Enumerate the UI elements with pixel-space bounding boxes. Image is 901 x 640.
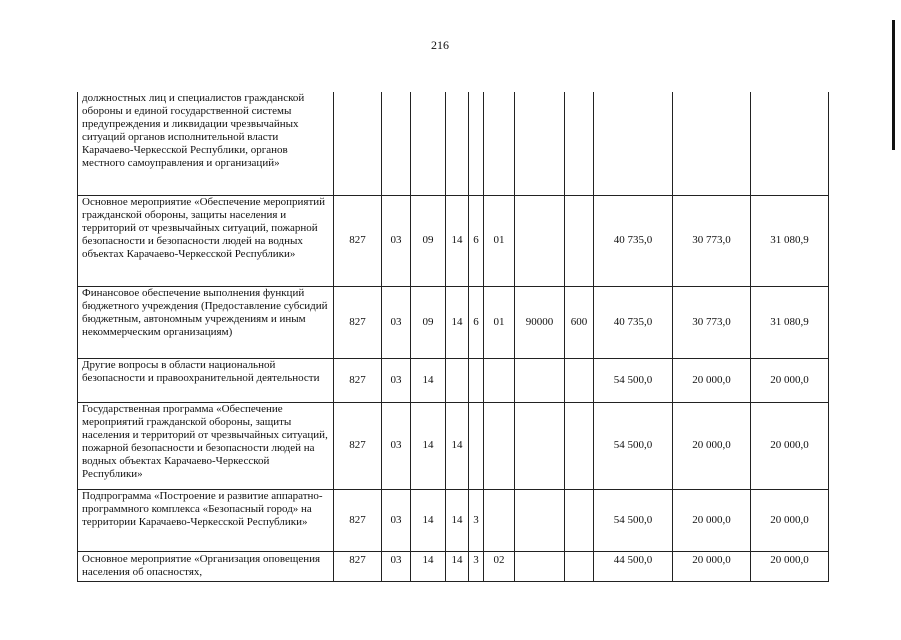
cell-sum-1: 44 500,0: [594, 551, 673, 581]
cell-event: 01: [484, 195, 515, 286]
cell-direction: [515, 358, 565, 402]
cell-sum-3: 20 000,0: [751, 551, 829, 581]
cell-ministry: 827: [334, 489, 382, 551]
scan-edge-mark: [892, 20, 895, 150]
cell-sum-1: 54 500,0: [594, 358, 673, 402]
cell-subprogram: [469, 92, 484, 195]
cell-section: 03: [382, 286, 411, 358]
cell-expense-type: [565, 489, 594, 551]
page-number: 216: [431, 38, 449, 52]
cell-section: 03: [382, 195, 411, 286]
cell-sum-2: 20 000,0: [673, 551, 751, 581]
cell-subprogram: 3: [469, 551, 484, 581]
cell-subsection: 09: [411, 286, 446, 358]
cell-subsection: 14: [411, 402, 446, 489]
cell-ministry: 827: [334, 286, 382, 358]
cell-ministry: 827: [334, 402, 382, 489]
cell-expense-type: [565, 92, 594, 195]
cell-subsection: 14: [411, 358, 446, 402]
cell-subprogram: [469, 358, 484, 402]
cell-sum-3: 31 080,9: [751, 195, 829, 286]
table-row: [78, 286, 829, 358]
cell-expense-type: [565, 195, 594, 286]
row-name: Другие вопросы в области национальной безопасности и правоохранительной деятельности: [78, 358, 334, 402]
row-name: Подпрограмма «Построение и развитие аппаратно-программного комплекса «Безопасный город» на территории Карачаево-Черкесской Республики»: [78, 489, 334, 551]
row-name: Основное мероприятие «Организация оповещения населения об опасностях,: [78, 551, 334, 581]
cell-ministry: 827: [334, 551, 382, 581]
cell-sum-2: 20 000,0: [673, 402, 751, 489]
cell-section: [382, 92, 411, 195]
cell-section: 03: [382, 402, 411, 489]
cell-section: 03: [382, 551, 411, 581]
cell-section: 03: [382, 358, 411, 402]
cell-subsection: [411, 92, 446, 195]
cell-sum-1: 54 500,0: [594, 489, 673, 551]
cell-sum-1: 54 500,0: [594, 402, 673, 489]
table-row: [78, 402, 829, 489]
cell-expense-type: [565, 402, 594, 489]
cell-expense-type: 600: [565, 286, 594, 358]
cell-event: [484, 358, 515, 402]
table-row: [78, 489, 829, 551]
budget-table: [77, 92, 829, 582]
cell-subsection: 14: [411, 489, 446, 551]
table-row: [78, 195, 829, 286]
cell-expense-type: [565, 358, 594, 402]
table-row: [78, 92, 829, 195]
cell-program: 14: [446, 551, 469, 581]
cell-program: 14: [446, 286, 469, 358]
row-name: Государственная программа «Обеспечение мероприятий гражданской обороны, защиты населения и территорий от чрезвычайных ситуаций, пожарной безопасности и безопасности людей на водных объектах Карачаево-Черкесской Республики»: [78, 402, 334, 489]
cell-direction: [515, 195, 565, 286]
cell-direction: 90000: [515, 286, 565, 358]
cell-subprogram: 6: [469, 195, 484, 286]
cell-program: [446, 358, 469, 402]
cell-subprogram: 3: [469, 489, 484, 551]
cell-program: [446, 92, 469, 195]
cell-program: 14: [446, 489, 469, 551]
cell-event: 02: [484, 551, 515, 581]
cell-subprogram: [469, 402, 484, 489]
cell-program: 14: [446, 195, 469, 286]
cell-direction: [515, 551, 565, 581]
cell-event: 01: [484, 286, 515, 358]
cell-section: 03: [382, 489, 411, 551]
cell-sum-2: 20 000,0: [673, 358, 751, 402]
cell-sum-2: [673, 92, 751, 195]
cell-subsection: 14: [411, 551, 446, 581]
cell-subsection: 09: [411, 195, 446, 286]
table-row: [78, 358, 829, 402]
cell-sum-1: [594, 92, 673, 195]
cell-sum-3: 31 080,9: [751, 286, 829, 358]
cell-program: 14: [446, 402, 469, 489]
cell-sum-1: 40 735,0: [594, 286, 673, 358]
cell-sum-2: 20 000,0: [673, 489, 751, 551]
cell-sum-2: 30 773,0: [673, 195, 751, 286]
cell-subprogram: 6: [469, 286, 484, 358]
cell-sum-3: 20 000,0: [751, 489, 829, 551]
cell-event: [484, 92, 515, 195]
cell-sum-2: 30 773,0: [673, 286, 751, 358]
cell-direction: [515, 92, 565, 195]
cell-sum-3: [751, 92, 829, 195]
cell-expense-type: [565, 551, 594, 581]
cell-event: [484, 402, 515, 489]
cell-sum-1: 40 735,0: [594, 195, 673, 286]
cell-direction: [515, 402, 565, 489]
cell-ministry: [334, 92, 382, 195]
cell-event: [484, 489, 515, 551]
row-name: Финансовое обеспечение выполнения функций бюджетного учреждения (Предоставление субсидий бюджетным, автономным учреждениям и иным некоммерческим организациям): [78, 286, 334, 358]
cell-sum-3: 20 000,0: [751, 358, 829, 402]
cell-sum-3: 20 000,0: [751, 402, 829, 489]
row-name: Основное мероприятие «Обеспечение мероприятий гражданской обороны, защиты населения и территорий от чрезвычайных ситуаций, пожарной безопасности и безопасности людей на водных объектах Карачаево-Черкесской Республики»: [78, 195, 334, 286]
cell-ministry: 827: [334, 195, 382, 286]
cell-direction: [515, 489, 565, 551]
row-name: должностных лиц и специалистов гражданской обороны и единой государственной системы предупреждения и ликвидации чрезвычайных ситуаций органов исполнительной власти Карачаево-Черкесской Республики, органов местного самоуправления и организаций»: [78, 92, 334, 195]
cell-ministry: 827: [334, 358, 382, 402]
table-row: [78, 551, 829, 581]
